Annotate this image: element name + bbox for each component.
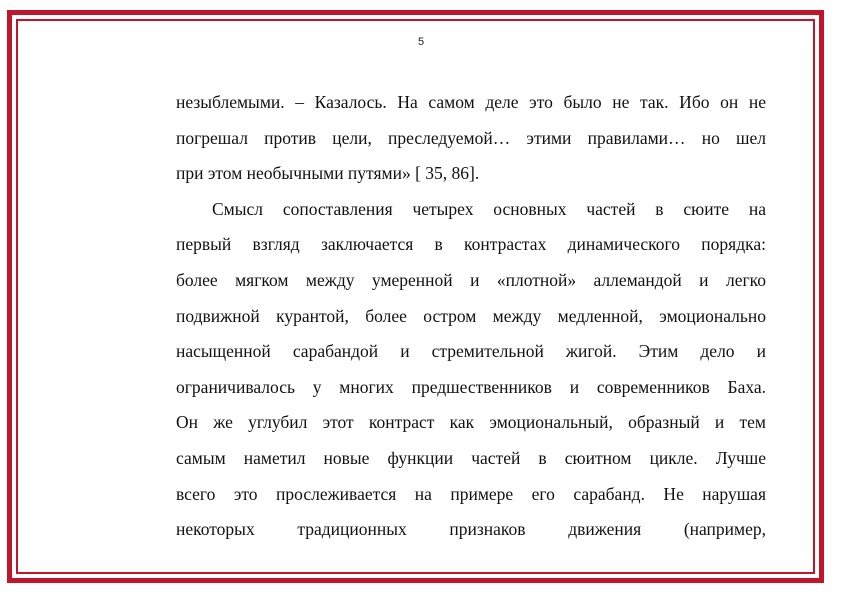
text-line: подвижной курантой, более остром между медленной, эмоционально: [176, 305, 766, 326]
text-line: погрешал против цели, преследуемой… этими правилами… но шел: [176, 127, 766, 148]
text-line: некоторых традиционных признаков движения (например,: [176, 519, 766, 540]
text-line: первый взгляд заключается в контрастах динамического порядка:: [176, 234, 766, 255]
text-line: более мягком между умеренной и «плотной» аллемандой и легко: [176, 269, 766, 290]
body-text: [176, 85, 766, 548]
text-line: ограничивалось у многих предшественников и современников Баха.: [176, 376, 766, 397]
text-line: самым наметил новые функции частей в сюитном цикле. Лучше: [176, 447, 766, 468]
text-line: при этом необычными путями» [ 35, 86].: [176, 163, 480, 184]
page-number: 5: [417, 36, 425, 48]
text-line: Он же углубил этот контраст как эмоциональный, образный и тем: [176, 412, 766, 433]
text-line: всего это прослеживается на примере его сарабанд. Не нарушая: [176, 483, 766, 504]
paragraph-first-line: Смысл сопоставления четырех основных частей в сюите на: [212, 198, 766, 219]
text-line: незыблемыми. – Казалось. На самом деле это было не так. Ибо он не: [176, 92, 766, 112]
text-line: насыщенной сарабандой и стремительной жигой. Этим дело и: [176, 341, 766, 362]
